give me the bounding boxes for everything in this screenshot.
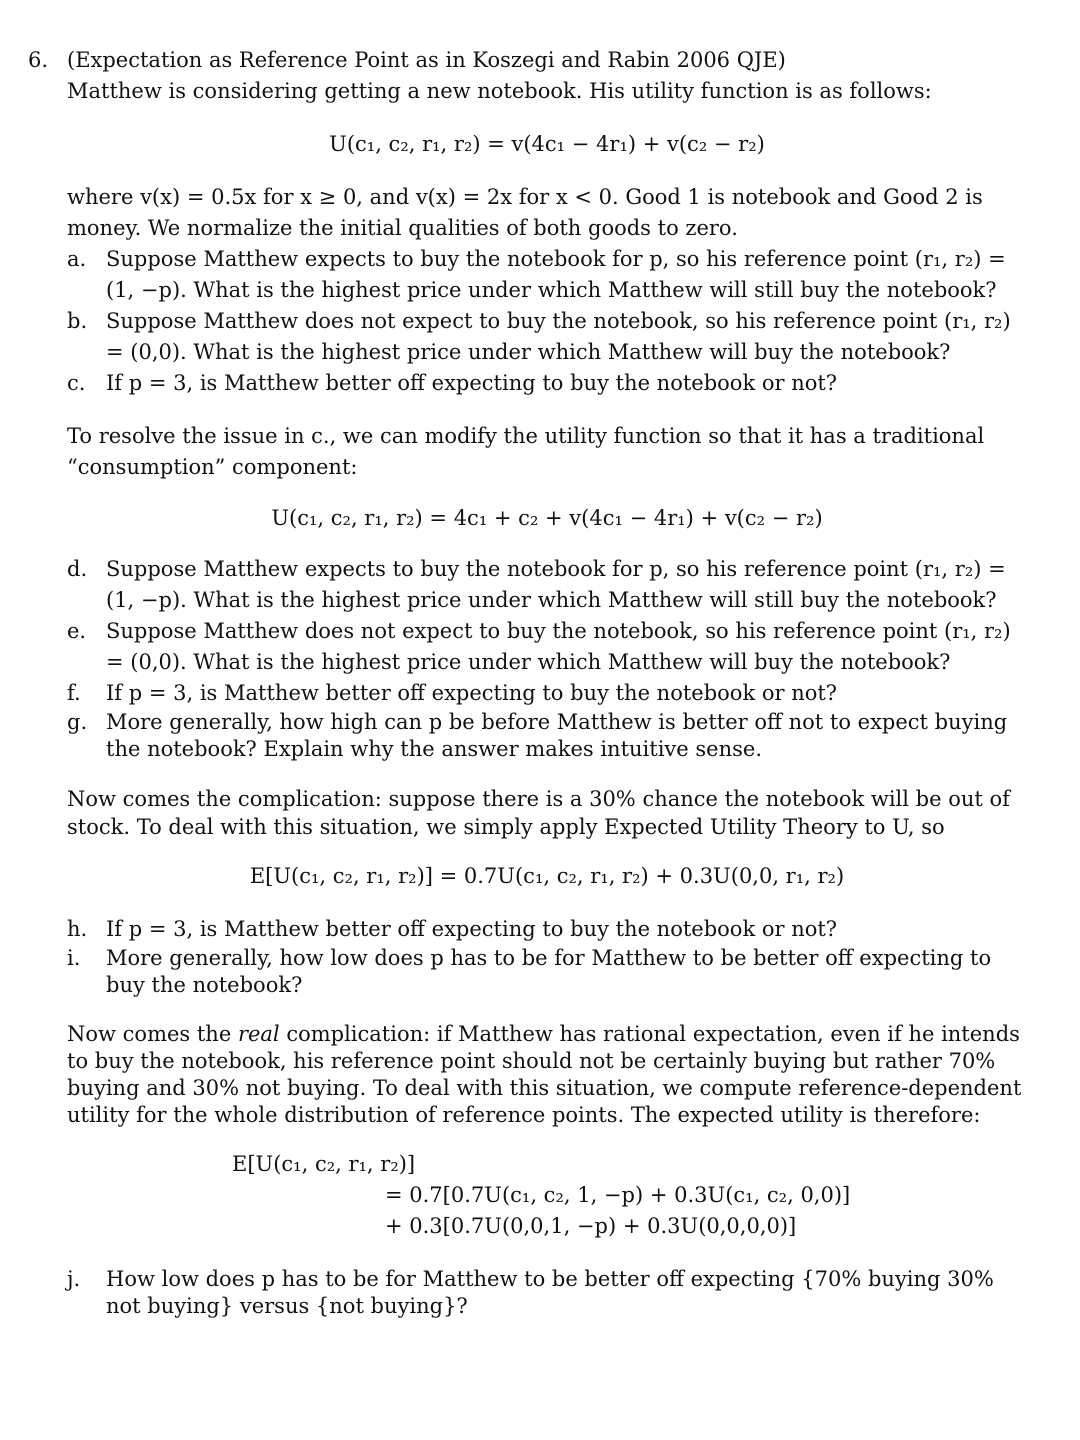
subquestion-text: Suppose Matthew expects to buy the notebook for p, so his reference point (r₁, r₂) = (1, −p). What is the highest price under which Matthew will still buy the notebook? (106, 247, 1006, 302)
equation-lhs: E[U(c₁, c₂, r₁, r₂)] (232, 1152, 416, 1176)
subquestion-j (67, 1266, 1027, 1320)
subquestion-b (67, 306, 1027, 368)
subquestion-text: If p = 3, is Matthew better off expecting to buy the notebook or not? (106, 917, 838, 941)
equation-line-2: + 0.3[0.7U(0,0,1, −p) + 0.3U(0,0,0,0)] (385, 1214, 797, 1238)
real-text-emphasis: real (237, 1022, 280, 1046)
utility-equation: U(c₁, c₂, r₁, r₂) = v(4c₁ − 4r₁) + v(c₂ − r₂) (329, 132, 765, 156)
distribution-utility-equation (67, 1149, 1027, 1242)
subquestions-hi (67, 914, 1027, 999)
where-paragraph: where v(x) = 0.5x for x ≥ 0, and v(x) = 2x for x < 0. Good 1 is notebook and Good 2 is money. We normalize the initial qualities of both goods to zero. (67, 185, 983, 240)
question-title: (Expectation as Reference Point as in Koszegi and Rabin 2006 QJE) (67, 48, 786, 72)
real-text-before: Now comes the (67, 1022, 238, 1046)
subquestion-i (67, 945, 1027, 999)
expected-utility-equation: E[U(c₁, c₂, r₁, r₂)] = 0.7U(c₁, c₂, r₁, r₂) + 0.3U(0,0, r₁, r₂) (249, 864, 845, 888)
real-text-after: complication: if Matthew has rational expectation, even if he intends to buy the notebook, his reference point should not be certainly buying but rather 70% buying and 30% not buying. To deal with this situation, we compute reference-dependent utility for the whole distribution of reference points. The expected utility is therefore: (67, 1022, 1022, 1127)
subquestion-d (67, 554, 1027, 616)
subquestions-dg (67, 554, 1027, 763)
complication-paragraph: Now comes the complication: suppose there is a 30% chance the notebook will be out of stock. To deal with this situation, we simply apply Expected Utility Theory to U, so (67, 787, 1010, 839)
subquestion-label: g. (67, 710, 88, 734)
subquestion-label: d. (67, 557, 88, 581)
subquestion-e (67, 616, 1027, 678)
subquestion-f (67, 678, 1027, 709)
subquestion-text: More generally, how high can p be before Matthew is better off not to expect buying the notebook? Explain why the answer makes intuitive sense. (106, 710, 1008, 761)
subquestion-label: e. (67, 619, 87, 643)
subquestion-text: If p = 3, is Matthew better off expecting to buy the notebook or not? (106, 371, 838, 395)
subquestion-label: j. (67, 1267, 81, 1291)
subquestion-label: a. (67, 247, 87, 271)
subquestion-c (67, 368, 1027, 399)
subquestion-label: b. (67, 309, 88, 333)
subquestion-label: c. (67, 371, 86, 395)
subquestion-text: Suppose Matthew expects to buy the notebook for p, so his reference point (r₁, r₂) = (1, −p). What is the highest price under which Matthew will still buy the notebook? (106, 557, 1006, 612)
equation-line-1: = 0.7[0.7U(c₁, c₂, 1, −p) + 0.3U(c₁, c₂, 0,0)] (385, 1183, 851, 1207)
subquestion-text: How low does p has to be for Matthew to be better off expecting {70% buying 30% not buying} versus {not buying}? (106, 1267, 994, 1318)
subquestion-g (67, 709, 1027, 763)
subquestion-text: Suppose Matthew does not expect to buy the notebook, so his reference point (r₁, r₂) = (0,0). What is the highest price under which Matthew will buy the notebook? (106, 309, 1011, 364)
resolve-paragraph: To resolve the issue in c., we can modify the utility function so that it has a traditional “consumption” component: (67, 424, 985, 479)
subquestions-abc (67, 244, 1027, 399)
subquestions-j (67, 1266, 1027, 1320)
subquestion-text: If p = 3, is Matthew better off expecting to buy the notebook or not? (106, 681, 838, 705)
subquestion-label: i. (67, 946, 81, 970)
subquestion-a (67, 244, 1027, 306)
intro-paragraph: Matthew is considering getting a new notebook. His utility function is as follows: (67, 79, 932, 103)
subquestion-text: More generally, how low does p has to be for Matthew to be better off expecting to buy the notebook? (106, 946, 992, 997)
question-content (67, 45, 1027, 1320)
subquestion-h (67, 914, 1027, 945)
question-number: 6. (28, 48, 49, 72)
subquestion-label: h. (67, 917, 88, 941)
real-complication-paragraph (67, 1021, 1027, 1129)
subquestion-text: Suppose Matthew does not expect to buy the notebook, so his reference point (r₁, r₂) = (0,0). What is the highest price under which Matthew will buy the notebook? (106, 619, 1011, 674)
subquestion-label: f. (67, 681, 81, 705)
consumption-utility-equation: U(c₁, c₂, r₁, r₂) = 4c₁ + c₂ + v(4c₁ − 4r₁) + v(c₂ − r₂) (271, 506, 823, 530)
